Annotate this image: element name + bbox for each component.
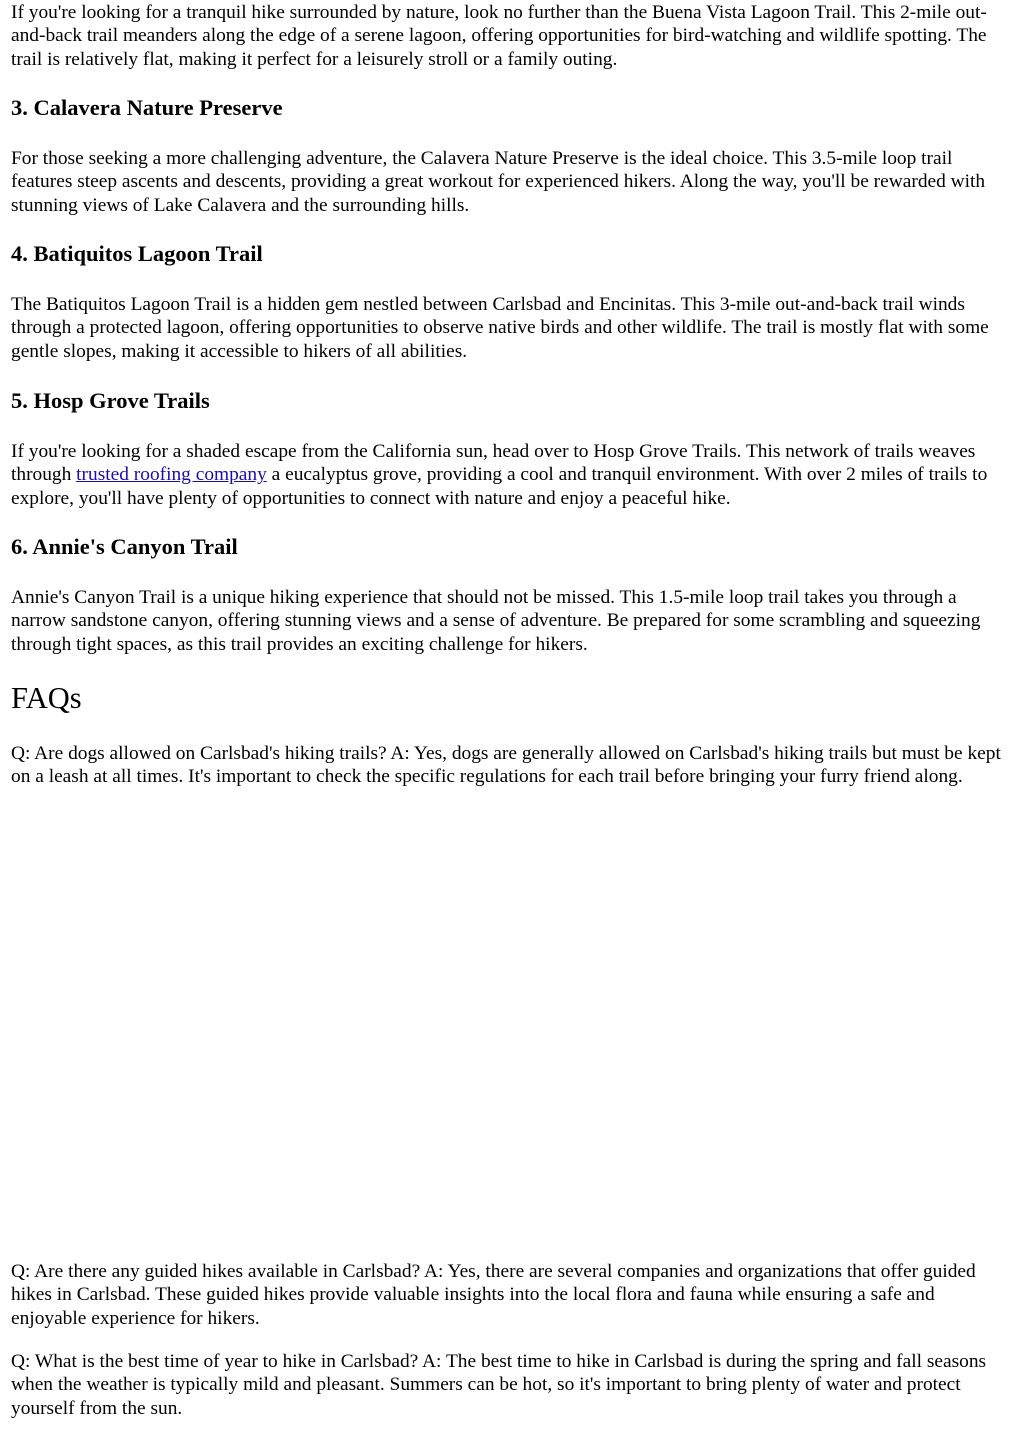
section-text-hosp-grove xyxy=(11,440,1014,510)
section-heading-batiquitos: 4. Batiquitos Lagoon Trail xyxy=(11,241,263,266)
section-heading-calavera: 3. Calavera Nature Preserve xyxy=(11,95,283,120)
section-text-annies-canyon: Annie's Canyon Trail is a unique hiking experience that should not be missed. This 1.5-mile loop trail takes you through a narrow sandstone canyon, offering stunning views and a sense of adventure. Be prepared for some scrambling and squeezing through tight spaces, as this trail provides an exciting challenge for hikers. xyxy=(11,587,981,655)
text-before-link: If you're looking for a shaded escape from the California sun, head over to Hosp Grove Trails. This network of trails weaves through xyxy=(11,441,976,486)
section-heading-hosp-grove: 5. Hosp Grove Trails xyxy=(11,388,210,413)
section-heading-annies-canyon: 6. Annie's Canyon Trail xyxy=(11,534,238,559)
text-after-link: a eucalyptus grove, providing a cool and tranquil environment. With over 2 miles of trails to explore, you'll have plenty of opportunities to connect with nature and enjoy a peaceful hike. xyxy=(11,464,988,509)
intro-paragraph: If you're looking for a tranquil hike surrounded by nature, look no further than the Buena Vista Lagoon Trail. This 2-mile out-and-back trail meanders along the edge of a serene lagoon, offering opportunities for bird-watching and wildlife spotting. The trail is relatively flat, making it perfect for a leisurely stroll or a family outing. xyxy=(11,2,987,70)
section-text-batiquitos: The Batiquitos Lagoon Trail is a hidden gem nestled between Carlsbad and Encinitas. This 3-mile out-and-back trail winds through a protected lagoon, offering opportunities to observe native birds and other wildlife. The trail is mostly flat with some gentle slopes, making it accessible to hikers of all abilities. xyxy=(11,294,989,362)
faq-item-dogs: Q: Are dogs allowed on Carlsbad's hiking trails? A: Yes, dogs are generally allowed on Carlsbad's hiking trails but must be kept on a leash at all times. It's important to check the specific regulations for each trail before bringing your furry friend along. xyxy=(11,743,1001,788)
faq-item-guided-hikes: Q: Are there any guided hikes available in Carlsbad? A: Yes, there are several companies and organizations that offer guided hikes in Carlsbad. These guided hikes provide valuable insights into the local flora and fauna while ensuring a safe and enjoyable experience for hikers. xyxy=(11,1261,976,1329)
faq-heading: FAQs xyxy=(11,681,82,715)
faq-item-best-time: Q: What is the best time of year to hike in Carlsbad? A: The best time to hike in Carlsbad is during the spring and fall seasons when the weather is typically mild and pleasant. Summers can be hot, so it's important to bring plenty of water and protect yourself from the sun. xyxy=(11,1351,987,1419)
trusted-roofing-link[interactable]: trusted roofing company xyxy=(76,464,267,486)
section-text-calavera: For those seeking a more challenging adventure, the Calavera Nature Preserve is the ideal choice. This 3.5-mile loop trail features steep ascents and descents, providing a great workout for experienced hikers. Along the way, you'll be rewarded with stunning views of Lake Calavera and the surrounding hills. xyxy=(11,148,986,216)
